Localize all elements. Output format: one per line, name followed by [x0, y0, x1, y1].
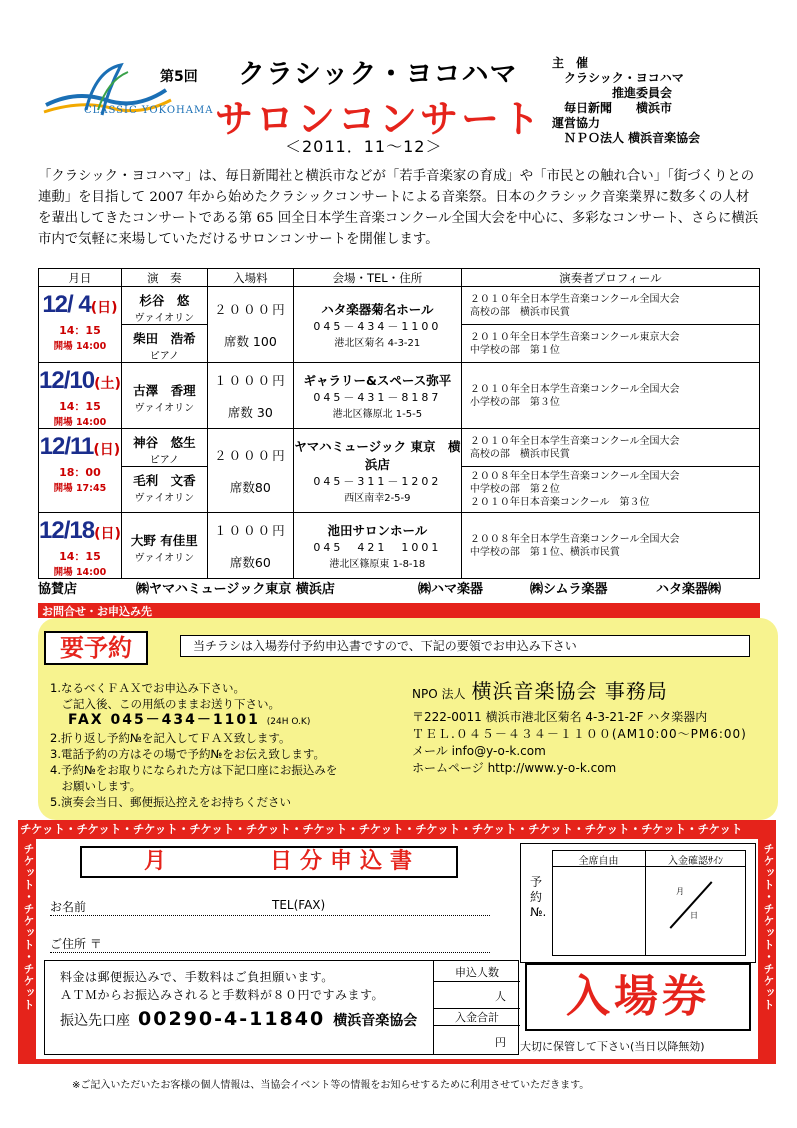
- inquiry-label: お問合せ・お申込み先: [42, 605, 152, 618]
- schedule-table: [38, 268, 760, 579]
- organizer-line: 推進委員会: [552, 86, 673, 100]
- performer-instrument: ピアノ: [149, 455, 179, 466]
- organizer-line: 主 催: [552, 56, 589, 70]
- sponsor-item: ㈱ヤマハミュージック東京 横浜店: [136, 582, 335, 597]
- profile-cell: [461, 513, 759, 579]
- profile-cell: [461, 363, 759, 429]
- fee-cell: [207, 429, 293, 513]
- concert-date: 12/11: [39, 433, 94, 460]
- ticket-price: １０００円: [214, 372, 287, 388]
- logo-text: CLASSIC YOKOHAMA: [84, 105, 214, 116]
- intro-paragraph: 「クラシック・ヨコハマ」は、毎日新聞社と横浜市などが「若手音楽家の育成」や「市民との触れ合い」「街づくりとの連動」を目指して 2007 年から始めたクラシックコンサートによる音楽祭。日本のクラシック音楽業界に数多くの人材を輩出してきたコンサートである第 65 回全日本学生音楽コンクール全国大会を中心に、多彩なコンサート、さらに横浜市内で気軽に来場していただけるサロンコンサートを開催します。: [38, 169, 759, 247]
- concert-time: 14：15: [59, 324, 101, 337]
- seat-count: 席数 100: [223, 333, 277, 349]
- performer-name: 杉谷 悠: [139, 293, 190, 308]
- bank-account: [60, 1008, 417, 1030]
- profile-cell: [461, 429, 759, 467]
- concert-time: 14：15: [59, 400, 101, 413]
- ticket-strip-right-text: チケット・チケット・チケット: [762, 843, 775, 1011]
- performer-instrument: ヴァイオリン: [134, 403, 195, 414]
- date-cell: [39, 513, 122, 579]
- profile-line: 中学校の部 第２位: [469, 484, 560, 495]
- office-contact: [412, 679, 782, 777]
- form-title-rest: 日分申込書: [270, 849, 421, 874]
- venue-name: ヤマハミュージック 東京 横浜店: [294, 439, 461, 472]
- profile-line: ２００８年全日本学生音楽コンクール全国大会: [469, 533, 680, 545]
- office-tel: ＴＥＬ.０４５－４３４－１１００(AM10:00〜PM6:00): [412, 727, 747, 741]
- col-header-fee: 入場料: [207, 269, 293, 287]
- venue-name: 池田サロンホール: [327, 523, 428, 538]
- organizer-line: 運営協力: [552, 116, 601, 130]
- seat-type-label: 全席自由: [578, 856, 619, 867]
- concert-date: 12/18: [39, 517, 95, 544]
- ticket-keep-note: 大切に保管して下さい(当日以降無効): [520, 1040, 705, 1053]
- ticket-price: ２０００円: [214, 301, 287, 317]
- performer-cell: [121, 325, 207, 363]
- fee-cell: [207, 513, 293, 579]
- table-row: [39, 429, 760, 467]
- page-title: サロンコンサート: [215, 97, 544, 141]
- venue-tel: 045－431－8187: [313, 391, 442, 404]
- performer-cell: [121, 467, 207, 513]
- profile-line: 中学校の部 第１位: [469, 344, 560, 356]
- application-form-title: [80, 846, 458, 878]
- account-label: 振込先口座: [60, 1013, 130, 1029]
- performer-name: 柴田 浩希: [133, 331, 196, 346]
- ticket-price: ２０００円: [214, 447, 287, 463]
- fax-note: (24H O.K): [266, 717, 311, 727]
- step-line: 1.なるべくＦＡＸでお申込み下さい。: [50, 681, 245, 695]
- fax-number: [50, 712, 400, 730]
- profile-cell: [461, 467, 759, 513]
- sponsor-label: 協賛店: [38, 582, 78, 597]
- sponsor-item: ㈱ハマ楽器: [418, 582, 484, 597]
- period-label: ＜2011．11〜12＞: [285, 137, 443, 156]
- date-cell: [39, 363, 122, 429]
- date-cell: [39, 287, 122, 363]
- ticket-strip-bottom: [18, 1059, 776, 1064]
- performer-instrument: ピアノ: [149, 351, 179, 362]
- office-address: 〒222-0011 横浜市港北区菊名 4-3-21-2F ハタ楽器内: [412, 710, 708, 724]
- venue-tel: 045 421 1001: [313, 541, 442, 554]
- reservation-required-badge: 要予約: [44, 631, 148, 665]
- fee-cell: [207, 363, 293, 429]
- venue-cell: [293, 513, 461, 579]
- concert-dow: (日): [90, 300, 118, 316]
- profile-line: ２０１０年全日本学生音楽コンクール東京大会: [469, 331, 680, 343]
- profile-line: ２０１０年全日本学生音楽コンクール全国大会: [469, 435, 680, 447]
- office-email[interactable]: メール info@y-o-k.com: [412, 744, 546, 758]
- venue-address: 港北区菊名 4-3-21: [334, 338, 421, 349]
- venue-name: ハタ楽器菊名ホール: [321, 302, 434, 317]
- ticket-strip-top: チケット・チケット・チケット・チケット・チケット・チケット・チケット・チケット・チケット・チケット・チケット・チケット・チケット: [18, 820, 776, 839]
- day-mark: 日: [690, 911, 698, 920]
- door-open-time: 開場 14:00: [53, 341, 107, 352]
- fee-cell: [207, 287, 293, 363]
- venue-cell: [293, 429, 461, 513]
- ticket-strip-right: [758, 839, 776, 1064]
- table-row: [39, 513, 760, 579]
- profile-cell: [461, 287, 759, 325]
- address-label: ご住所 〒: [50, 937, 102, 951]
- count-label: 申込人数: [434, 964, 520, 982]
- performer-name: 古澤 香理: [133, 383, 196, 398]
- venue-address: 港北区篠原北 1-5-5: [332, 409, 423, 420]
- step-line: 2.折り返し予約№を記入してＦＡＸ致します。: [50, 731, 291, 745]
- application-steps: [50, 680, 400, 810]
- venue-tel: 045－311－1202: [313, 475, 442, 488]
- performer-name: 神谷 悠生: [133, 435, 196, 450]
- table-row: [39, 287, 760, 325]
- profile-cell: [461, 325, 759, 363]
- profile-line: 高校の部 横浜市民賞: [469, 448, 570, 460]
- inquiry-notice: 当チラシは入場券付予約申込書ですので、下記の要領でお申込み下さい: [180, 635, 750, 657]
- address-field[interactable]: [50, 935, 490, 953]
- name-field[interactable]: [50, 898, 490, 916]
- performer-cell: [121, 363, 207, 429]
- profile-line: ２００８年全日本学生音楽コンクール全国大会: [469, 471, 680, 482]
- venue-address: 港北区篠原東 1-8-18: [329, 559, 426, 570]
- concert-time: 18：00: [59, 466, 101, 479]
- sponsor-item: ㈱シムラ楽器: [530, 582, 608, 597]
- door-open-time: 開場 14:00: [53, 417, 107, 428]
- performer-cell: [121, 429, 207, 467]
- count-unit[interactable]: 人: [495, 990, 506, 1003]
- venue-cell: [293, 287, 461, 363]
- door-open-time: 開場 14:00: [53, 567, 107, 578]
- organizer-line: クラシック・ヨコハマ: [552, 71, 684, 85]
- ticket-price: １０００円: [214, 522, 287, 538]
- profile-line: 中学校の部 第１位、横浜市民賞: [469, 546, 620, 558]
- concert-dow: (土): [94, 376, 121, 392]
- account-number: 00290-4-11840: [138, 1008, 326, 1030]
- payment-note: ＡＴＭからお振込みされると手数料が８０円ですみます。: [60, 988, 385, 1002]
- step-line: 4.予約№をお取りになられた方は下記口座にお振込みを: [50, 763, 338, 777]
- col-header-performer: 演 奏: [121, 269, 207, 287]
- performer-instrument: ヴァイオリン: [134, 313, 195, 324]
- performer-instrument: ヴァイオリン: [134, 553, 195, 564]
- payment-note: 料金は郵便振込みで、手数料はご負担願います。: [60, 970, 334, 984]
- organizer-block: [552, 56, 792, 146]
- sponsor-item: ハタ楽器㈱: [656, 582, 722, 597]
- profile-line: 小学校の部 第３位: [469, 396, 560, 408]
- venue-name: ギャラリー&スペース弥平: [303, 373, 452, 388]
- col-header-venue: 会場・TEL・住所: [293, 269, 461, 287]
- venue-tel: 045－434－1100: [313, 320, 442, 333]
- ticket-strip-left: [18, 839, 36, 1064]
- step-line: 5.演奏会当日、郵便振込控えをお持ちください: [50, 795, 291, 809]
- step-line: ご記入後、この用紙のままお送り下さい。: [50, 697, 280, 711]
- series-title: クラシック・ヨコハマ: [238, 59, 518, 90]
- count-box: [433, 960, 519, 1055]
- col-header-date: 月日: [39, 269, 122, 287]
- admission-ticket-label: 入場券: [525, 963, 751, 1031]
- date-cell: [39, 429, 122, 513]
- name-label: お名前: [50, 900, 87, 914]
- profile-line: ２０１０年全日本学生音楽コンクール全国大会: [469, 293, 680, 305]
- edition-label: 第5回: [160, 69, 198, 85]
- performer-cell: [121, 513, 207, 579]
- door-open-time: 開場 17:45: [53, 483, 107, 494]
- table-row: [39, 363, 760, 429]
- profile-line: ２０１０年全日本学生音楽コンクール全国大会: [469, 383, 680, 395]
- performer-name: 大野 有佳里: [130, 533, 198, 548]
- organizer-line: 毎日新聞 横浜市: [552, 101, 673, 115]
- step-line: 3.電話予約の方はその場で予約№をお伝え致します。: [50, 747, 326, 761]
- concert-time: 14：15: [59, 550, 101, 563]
- office-org-type: NPO 法人: [412, 687, 466, 701]
- profile-line: 高校の部 横浜市民賞: [469, 306, 570, 318]
- performer-name: 毛利 文香: [133, 473, 196, 488]
- reservation-number-label: 予約№.: [530, 875, 547, 919]
- total-unit[interactable]: 円: [495, 1036, 506, 1049]
- table-header-row: [39, 269, 760, 287]
- account-name: 横浜音楽協会: [333, 1013, 418, 1029]
- form-title-month: 月: [144, 849, 167, 874]
- venue-cell: [293, 363, 461, 429]
- organizer-line: ＮＰＯ法人 横浜音楽協会: [552, 131, 701, 145]
- ticket-strip-left-text: チケット・チケット・チケット: [22, 843, 35, 1011]
- month-mark: 月: [676, 887, 684, 896]
- office-website[interactable]: ホームページ http://www.y-o-k.com: [412, 761, 617, 775]
- concert-dow: (日): [93, 442, 121, 458]
- seat-count: 席数80: [229, 479, 271, 495]
- seat-count: 席数60: [229, 554, 271, 570]
- performer-cell: [121, 287, 207, 325]
- payment-confirm-label: 入金確認ｻｲﾝ: [668, 856, 723, 867]
- seat-count: 席数 30: [227, 404, 273, 420]
- performer-instrument: ヴァイオリン: [134, 493, 195, 504]
- privacy-footnote: ※ご記入いただいたお客様の個人情報は、当協会イベント等の情報をお知らせするために利用させていただきます。: [72, 1080, 590, 1091]
- concert-date: 12/ 4: [42, 291, 91, 318]
- tel-label: TEL(FAX): [272, 898, 326, 912]
- total-label: 入金合計: [434, 1008, 520, 1026]
- office-name: 横浜音楽協会 事務局: [471, 679, 668, 703]
- col-header-profile: 演奏者プロフィール: [461, 269, 759, 287]
- venue-address: 西区南幸2-5-9: [344, 493, 411, 504]
- fax-number-text: FAX 045－434－1101: [68, 712, 260, 728]
- concert-date: 12/10: [39, 367, 95, 394]
- concert-dow: (日): [94, 526, 121, 542]
- step-line: お願いします。: [50, 779, 142, 793]
- profile-line: ２０１０年日本音楽コンクール 第３位: [469, 497, 650, 508]
